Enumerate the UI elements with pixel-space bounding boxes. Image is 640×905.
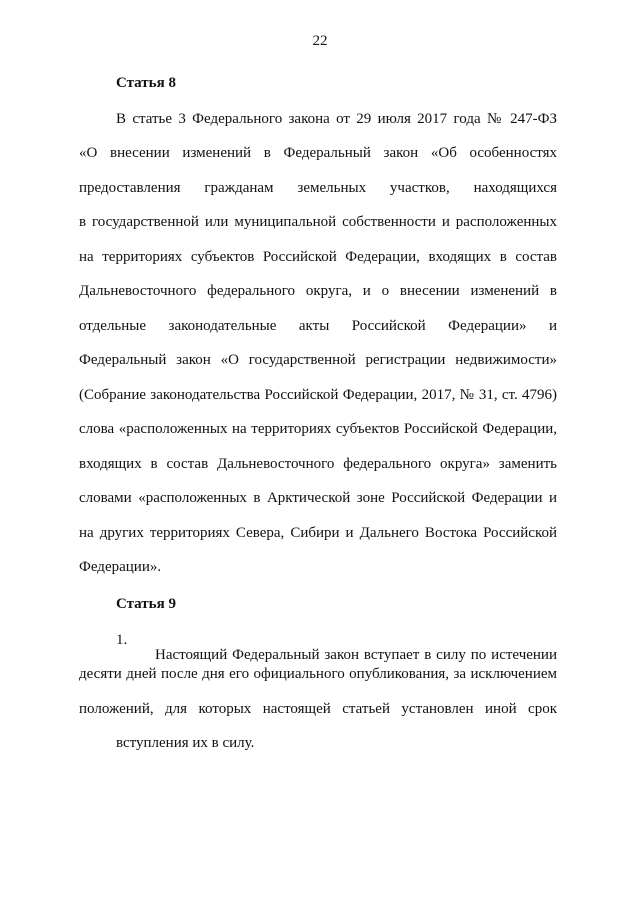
article-8-line-12: словами «расположенных в Арктической зоне Российской Федерации и [79, 490, 557, 506]
article-8-line-4: в государственной или муниципальной собственности и расположенных [79, 214, 557, 230]
article-8-line-1: В статье 3 Федерального закона от 29 июля 2017 года № 247-ФЗ [116, 111, 557, 127]
article-8-line-11: входящих в состав Дальневосточного федерального округа» заменить [79, 456, 557, 472]
article-8-line-10: слова «расположенных на территориях субъектов Российской Федерации, [79, 421, 557, 437]
article-9-line-4: вступления их в силу. [116, 735, 255, 751]
page-number: 22 [312, 33, 328, 49]
article-8-line-14: Федерации». [79, 559, 162, 575]
article-8-line-13: на других территориях Севера, Сибири и Дальнего Востока Российской [79, 525, 557, 541]
article-9-point-number: 1. [116, 632, 128, 648]
article-9-line-3: положений, для которых настоящей статьей установлен иной срок [79, 701, 557, 717]
article-8-line-3: предоставления гражданам земельных участков, находящихся [79, 180, 557, 196]
article-9-line-2: десяти дней после дня его официального опубликования, за исключением [79, 666, 557, 682]
article-8-heading: Статья 8 [116, 75, 176, 91]
article-8-line-7: отдельные законодательные акты Российской Федерации» и [79, 318, 557, 334]
article-9-heading: Статья 9 [116, 596, 176, 612]
article-8-line-5: на территориях субъектов Российской Федерации, входящих в состав [79, 249, 557, 265]
article-8-line-2: «О внесении изменений в Федеральный закон «Об особенностях [79, 145, 557, 161]
article-8-line-9: (Собрание законодательства Российской Федерации, 2017, № 31, ст. 4796) [79, 387, 557, 403]
article-8-line-8: Федеральный закон «О государственной регистрации недвижимости» [79, 352, 557, 368]
article-9-line-1: Настоящий Федеральный закон вступает в силу по истечении [155, 647, 557, 663]
article-8-line-6: Дальневосточного федерального округа, и о внесении изменений в [79, 283, 557, 299]
